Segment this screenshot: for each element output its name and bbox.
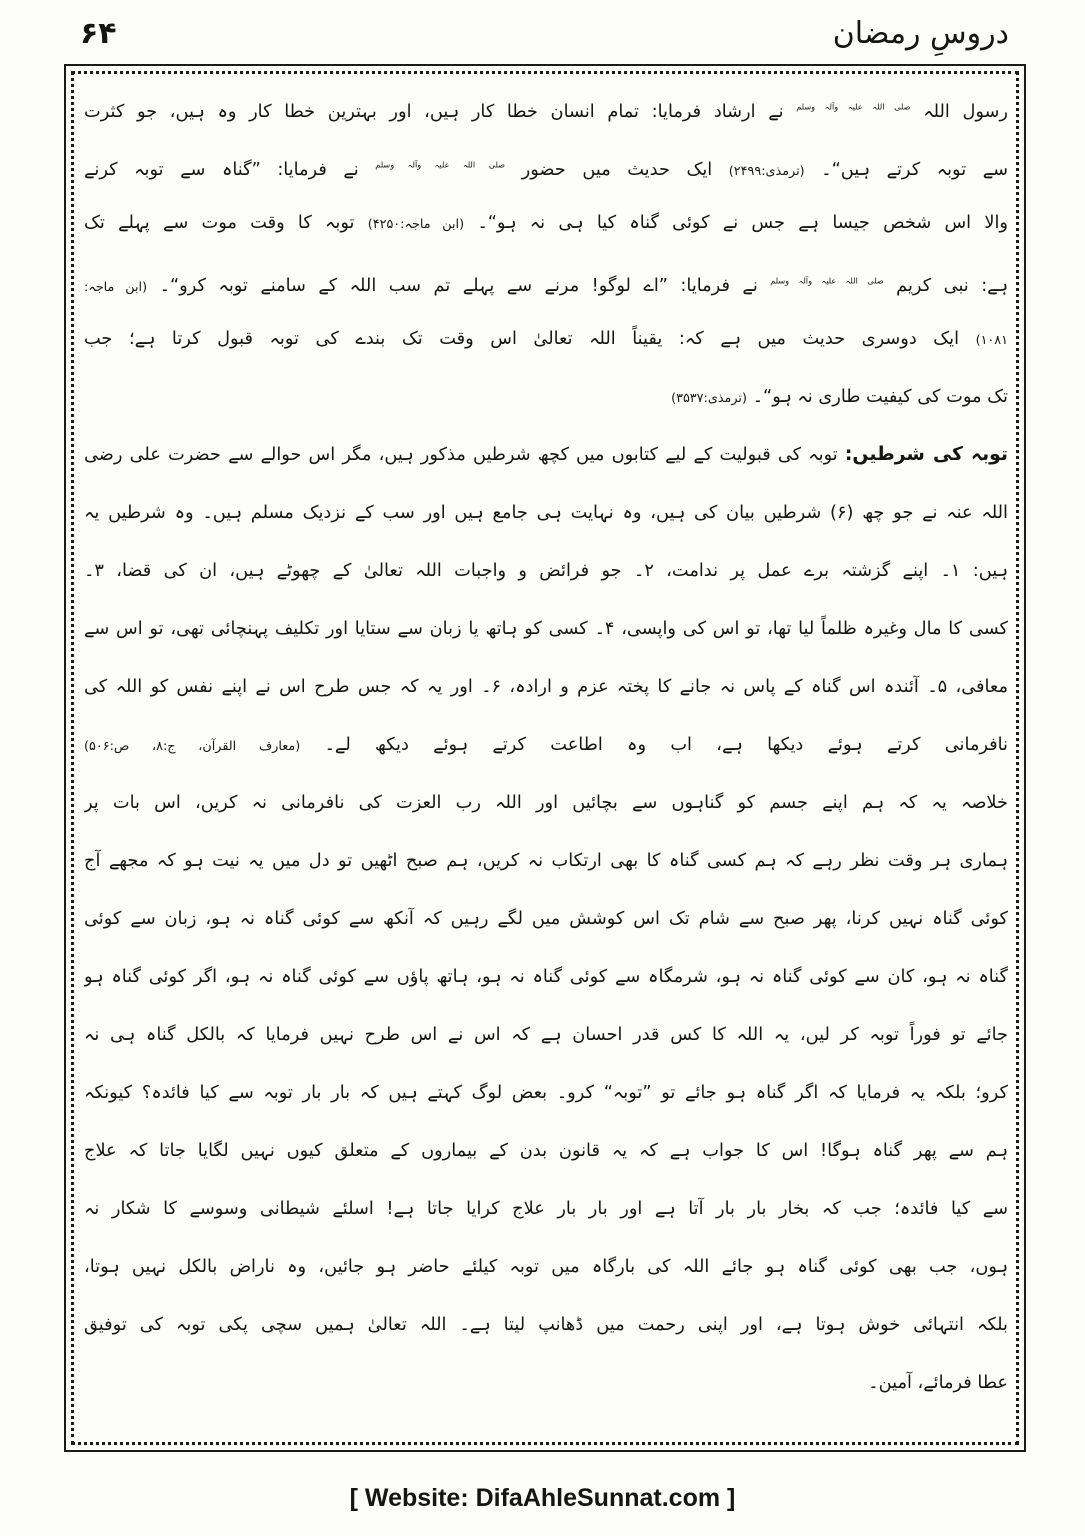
text-line-content xyxy=(84,329,1008,349)
text-line-content xyxy=(84,619,1008,639)
text-line xyxy=(84,1354,1008,1412)
honorific: صلی اللہ علیہ وآلہ وسلم xyxy=(375,160,506,170)
section-heading: توبہ کی شرطیں: xyxy=(844,444,1008,465)
text-line-content xyxy=(84,102,1008,122)
text-line-content xyxy=(84,909,1008,929)
text-line-content xyxy=(84,967,1008,987)
text-run: جائے تو فوراً توبہ کر لیں، یہ اللہ کا کس قدر احسان ہے کہ اس نے اس طرح نہیں فرمایا کہ بالکل گناہ ہی نہ xyxy=(84,1025,1008,1045)
text-line xyxy=(84,1006,1008,1064)
text-run: نے فرمایا: ”گناہ سے توبہ کرنے xyxy=(84,160,376,181)
text-run: نے ارشاد فرمایا: تمام انسان خطا کار ہیں، اور بہترین خطا کار وہ ہیں، جو کثرت xyxy=(84,102,797,123)
text-run: کسی کا مال وغیرہ ظلماً لیا تھا، تو اس کی واپسی، ۴۔ کسی کو ہاتھ یا زبان سے ستایا اور تکلیف پہنچائی تھی، تو اس سے xyxy=(84,619,1008,639)
text-run: رسول اللہ xyxy=(910,102,1008,123)
text-line-content xyxy=(84,276,1008,296)
text-line-content xyxy=(84,1315,1008,1335)
text-run: ہوں، جب بھی کوئی گناہ ہو جائے اللہ کی بارگاہ میں توبہ کیلئے حاضر ہو جائیں، وہ ناراض بالکل نہیں ہوتا، xyxy=(84,1257,1008,1277)
citation: (ابن ماجہ: xyxy=(84,280,148,296)
text-line-content xyxy=(671,387,1008,407)
text-line xyxy=(84,426,1008,484)
text-run: ایک دوسری حدیث میں ہے کہ: یقیناً اللہ تعالیٰ اس وقت تک بندے کی توبہ قبول کرتا ہے؛ جب xyxy=(84,329,976,349)
text-line xyxy=(84,658,1008,716)
text-run: نے فرمایا: ”اے لوگو! مرنے سے پہلے تم سب اللہ کے سامنے توبہ کرو“۔ xyxy=(147,276,771,297)
text-line xyxy=(84,194,1008,252)
text-line xyxy=(84,890,1008,948)
text-line xyxy=(84,774,1008,832)
citation: (ترمذی:۲۴۹۹) xyxy=(728,164,805,180)
text-line-content xyxy=(84,1025,1008,1045)
text-line xyxy=(84,600,1008,658)
body-text xyxy=(84,78,1008,1412)
text-line xyxy=(84,1064,1008,1122)
text-run: ہے: نبی کریم xyxy=(883,276,1008,297)
text-line xyxy=(84,484,1008,542)
text-line-content xyxy=(84,1199,1008,1219)
text-run: توبہ کی قبولیت کے لیے کتابوں میں کچھ شرطیں مذکور ہیں، مگر اس حوالے سے حضرت علی رضی xyxy=(84,445,845,465)
citation: (ترمذی:۳۵۳۷) xyxy=(671,391,747,406)
page-number: ۶۴ xyxy=(80,16,117,51)
text-line-content xyxy=(84,735,1008,755)
text-run: تک موت کی کیفیت طاری نہ ہو“۔ xyxy=(746,387,1008,407)
text-line xyxy=(84,716,1008,774)
citation: ۱۰۸۱) xyxy=(975,333,1008,348)
text-line-content xyxy=(84,1257,1008,1277)
text-line xyxy=(84,368,1008,426)
text-line-content xyxy=(84,677,1008,697)
text-line xyxy=(84,542,1008,600)
text-line xyxy=(84,310,1008,368)
text-line xyxy=(84,948,1008,1006)
text-line xyxy=(84,1180,1008,1238)
text-run: معافی، ۵۔ آئندہ اس گناہ کے پاس نہ جانے کا پختہ عزم و ارادہ، ۶۔ اور یہ کہ جس طرح اس نے اپنے نفس کو اللہ کی xyxy=(84,677,1008,697)
text-line xyxy=(84,1122,1008,1180)
text-line-content xyxy=(868,1373,1008,1393)
text-run: ایک حدیث میں حضور xyxy=(505,160,729,181)
text-line-content xyxy=(84,1141,1008,1161)
honorific: صلی اللہ علیہ وآلہ وسلم xyxy=(770,276,884,286)
text-run: کرو؛ بلکہ یہ فرمایا کہ اگر گناہ ہو جائے تو ”توبہ“ کرو۔ بعض لوگ کہتے ہیں کہ بار بار توبہ سے کیا فائدہ؟ کیونکہ xyxy=(84,1083,1008,1103)
text-run: سے کیا فائدہ؛ جب کہ بخار بار بار آتا ہے اور بار بار علاج کرایا جاتا ہے! اسلئے شیطانی وسوسے کا شکار نہ xyxy=(84,1199,1008,1219)
text-run: عطا فرمائے، آمین۔ xyxy=(868,1373,1008,1393)
citation: (ابن ماجہ:۴۲۵۰) xyxy=(367,217,465,232)
text-line-content xyxy=(84,160,1008,180)
website-footer: [ Website: DifaAhleSunnat.com ] xyxy=(349,1484,736,1512)
text-run: ہماری ہر وقت نظر رہے کہ ہم کسی گناہ کا بھی ارتکاب نہ کریں، ہم صبح اٹھیں تو دل میں یہ نیت ہو کہ مجھے آج xyxy=(84,851,1008,871)
text-line-content xyxy=(84,561,1008,581)
text-line-content xyxy=(84,445,1008,465)
text-run: کوئی گناہ نہیں کرنا، پھر صبح سے شام تک اس کوشش میں لگے رہیں کہ آنکھ سے کوئی گناہ نہ ہو، زبان سے کوئی xyxy=(84,909,1008,929)
text-run: گناہ نہ ہو، کان سے کوئی گناہ نہ ہو، شرمگاہ سے کوئی گناہ نہ ہو، ہاتھ پاؤں سے کوئی گناہ نہ ہو، اگر کوئی گناہ ہو xyxy=(84,967,1008,987)
text-line-content xyxy=(84,503,1008,523)
text-run: والا اس شخص جیسا ہے جس نے کوئی گناہ کیا ہی نہ ہو“۔ xyxy=(464,213,1008,233)
text-line-content xyxy=(84,851,1008,871)
text-line xyxy=(84,78,1008,136)
text-line xyxy=(84,1238,1008,1296)
honorific: صلی اللہ علیہ وآلہ وسلم xyxy=(796,102,911,112)
text-run: توبہ کا وقت موت سے پہلے تک xyxy=(84,213,368,233)
text-line-content xyxy=(84,213,1008,233)
book-title: دروسِ رمضان xyxy=(832,16,1009,51)
text-run: ہم سے پھر گناہ ہوگا! اس کا جواب ہے کہ یہ قانون بدن کے بیماروں کے متعلق کیوں نہیں لگایا جاتا کہ علاج xyxy=(84,1141,1008,1161)
text-run: سے توبہ کرتے ہیں“۔ xyxy=(804,160,1008,181)
text-line xyxy=(84,1296,1008,1354)
text-line xyxy=(84,136,1008,194)
text-line xyxy=(84,252,1008,310)
text-run: نافرمانی کرتے ہوئے دیکھا ہے، اب وہ اطاعت کرتے ہوئے دیکھ لے۔ xyxy=(300,735,1008,755)
text-run: بلکہ انتہائی خوش ہوتا ہے، اور اپنی رحمت میں ڈھانپ لیتا ہے۔ اللہ تعالیٰ ہمیں سچی پکی توبہ کی توفیق xyxy=(84,1315,1008,1335)
text-run: ہیں: ۱۔ اپنے گزشتہ برے عمل پر ندامت، ۲۔ جو فرائض و واجبات اللہ تعالیٰ کے چھوٹے ہیں، ان کی قضا، ۳۔ xyxy=(84,561,1008,581)
citation: (معارف القرآن، ج:۸، ص:۵۰۶) xyxy=(84,739,301,754)
text-line-content xyxy=(84,1083,1008,1103)
text-line-content xyxy=(84,793,1008,813)
text-run: اللہ عنہ نے جو چھ (۶) شرطیں بیان کی ہیں، وہ نہایت ہی جامع ہیں اور سب کے نزدیک مسلم ہیں۔ وہ شرطیں یہ xyxy=(84,503,1008,523)
text-line xyxy=(84,832,1008,890)
text-run: خلاصہ یہ کہ ہم اپنے جسم کو گناہوں سے بچائیں اور اللہ رب العزت کی نافرمانی نہ کریں، اس بات پر xyxy=(84,793,1008,813)
